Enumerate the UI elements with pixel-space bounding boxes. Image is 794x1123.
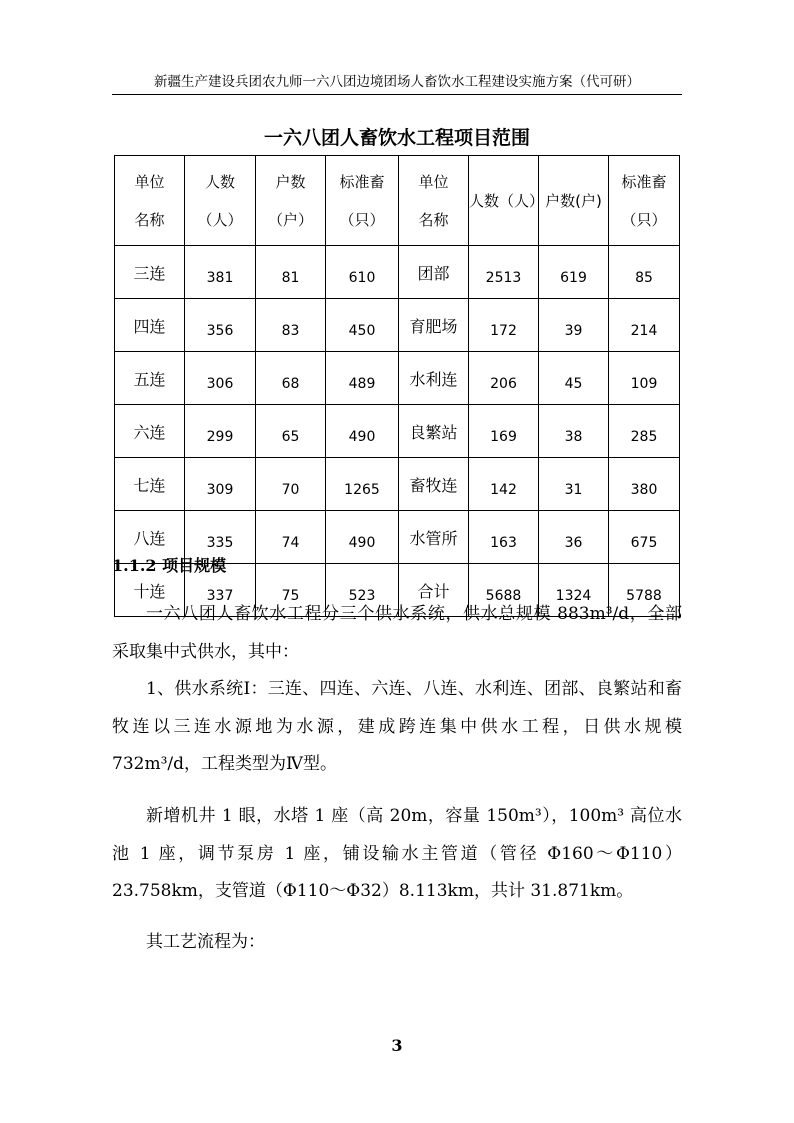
value-cell: 65 [256,405,326,458]
value-cell: 81 [256,246,326,299]
value-cell: 337 [185,564,256,617]
value-cell: 5788 [609,564,680,617]
unit-name-cell: 水管所 [399,511,469,564]
unit-name-cell: 良繁站 [399,405,469,458]
value-cell: 381 [185,246,256,299]
value-cell: 610 [326,246,399,299]
value-cell: 523 [326,564,399,617]
value-cell: 38 [539,405,609,458]
unit-name-cell: 三连 [115,246,185,299]
header-rule [112,94,682,95]
table-row [115,458,680,511]
value-cell: 490 [326,405,399,458]
section-heading: 1.1.2 项目规模 [112,556,227,575]
unit-name-cell: 六连 [115,405,185,458]
value-cell: 39 [539,299,609,352]
table-header-cell: 单位 名称 [115,156,185,246]
value-cell: 83 [256,299,326,352]
value-cell: 1324 [539,564,609,617]
value-cell: 285 [609,405,680,458]
value-cell: 109 [609,352,680,405]
table-header-cell: 标准畜 （只） [609,156,680,246]
unit-name-cell: 七连 [115,458,185,511]
unit-name-cell: 水利连 [399,352,469,405]
value-cell: 214 [609,299,680,352]
table-row [115,352,680,405]
value-cell: 31 [539,458,609,511]
project-scope-table [114,155,680,617]
table-header-cell: 人数 （人） [185,156,256,246]
value-cell: 335 [185,511,256,564]
page-number: 3 [391,1036,403,1055]
table-header-cell: 户数(户) [539,156,609,246]
unit-name-cell: 四连 [115,299,185,352]
unit-name-cell: 八连 [115,511,185,564]
paragraph-process-intro: 其工艺流程为： [146,932,265,952]
value-cell: 163 [469,511,539,564]
table-header-cell: 单位 名称 [399,156,469,246]
table-body [115,156,680,617]
table-header-row [115,156,680,246]
value-cell: 142 [469,458,539,511]
value-cell: 206 [469,352,539,405]
paragraph-system-1: 1、供水系统Ⅰ：三连、四连、六连、八连、水利连、团部、良繁站和畜牧连以三连水源地为水源，建成跨连集中供水工程，日供水规模 732m³/d，工程类型为Ⅳ型。 [112,679,682,774]
value-cell: 1265 [326,458,399,511]
value-cell: 74 [256,511,326,564]
value-cell: 2513 [469,246,539,299]
unit-name-cell: 团部 [399,246,469,299]
value-cell: 75 [256,564,326,617]
table-header-cell: 标准畜 （只） [326,156,399,246]
value-cell: 5688 [469,564,539,617]
value-cell: 489 [326,352,399,405]
value-cell: 356 [185,299,256,352]
table-row [115,299,680,352]
value-cell: 85 [609,246,680,299]
value-cell: 490 [326,511,399,564]
value-cell: 70 [256,458,326,511]
value-cell: 619 [539,246,609,299]
table-header-cell: 人数（人） [469,156,539,246]
table-header-cell: 户数 （户） [256,156,326,246]
value-cell: 299 [185,405,256,458]
value-cell: 306 [185,352,256,405]
value-cell: 36 [539,511,609,564]
value-cell: 675 [609,511,680,564]
paragraph-facilities: 新增机井 1 眼，水塔 1 座（高 20m，容量 150m³），100m³ 高位水池 1 座，调节泵房 1 座，铺设输水主管道（管径 Φ160～Φ110）23.758km，支管道（Φ110～Φ32）8.113km，共计 31.871km。 [112,806,682,901]
table-row [115,246,680,299]
value-cell: 68 [256,352,326,405]
paragraph-total-scale: 一六八团人畜饮水工程分三个供水系统，供水总规模 883m³/d，全部采取集中式供水，其中： [112,604,682,662]
unit-name-cell: 五连 [115,352,185,405]
value-cell: 380 [609,458,680,511]
table-row [115,405,680,458]
document-header: 新疆生产建设兵团农九师一六八团边境团场人畜饮水工程建设实施方案（代可研） [154,74,640,90]
unit-name-cell: 畜牧连 [399,458,469,511]
value-cell: 309 [185,458,256,511]
value-cell: 45 [539,352,609,405]
unit-name-cell: 十连 [115,564,185,617]
value-cell: 172 [469,299,539,352]
value-cell: 450 [326,299,399,352]
unit-name-cell: 育肥场 [399,299,469,352]
value-cell: 169 [469,405,539,458]
unit-name-cell: 合计 [399,564,469,617]
table-title: 一六八团人畜饮水工程项目范围 [263,127,530,149]
